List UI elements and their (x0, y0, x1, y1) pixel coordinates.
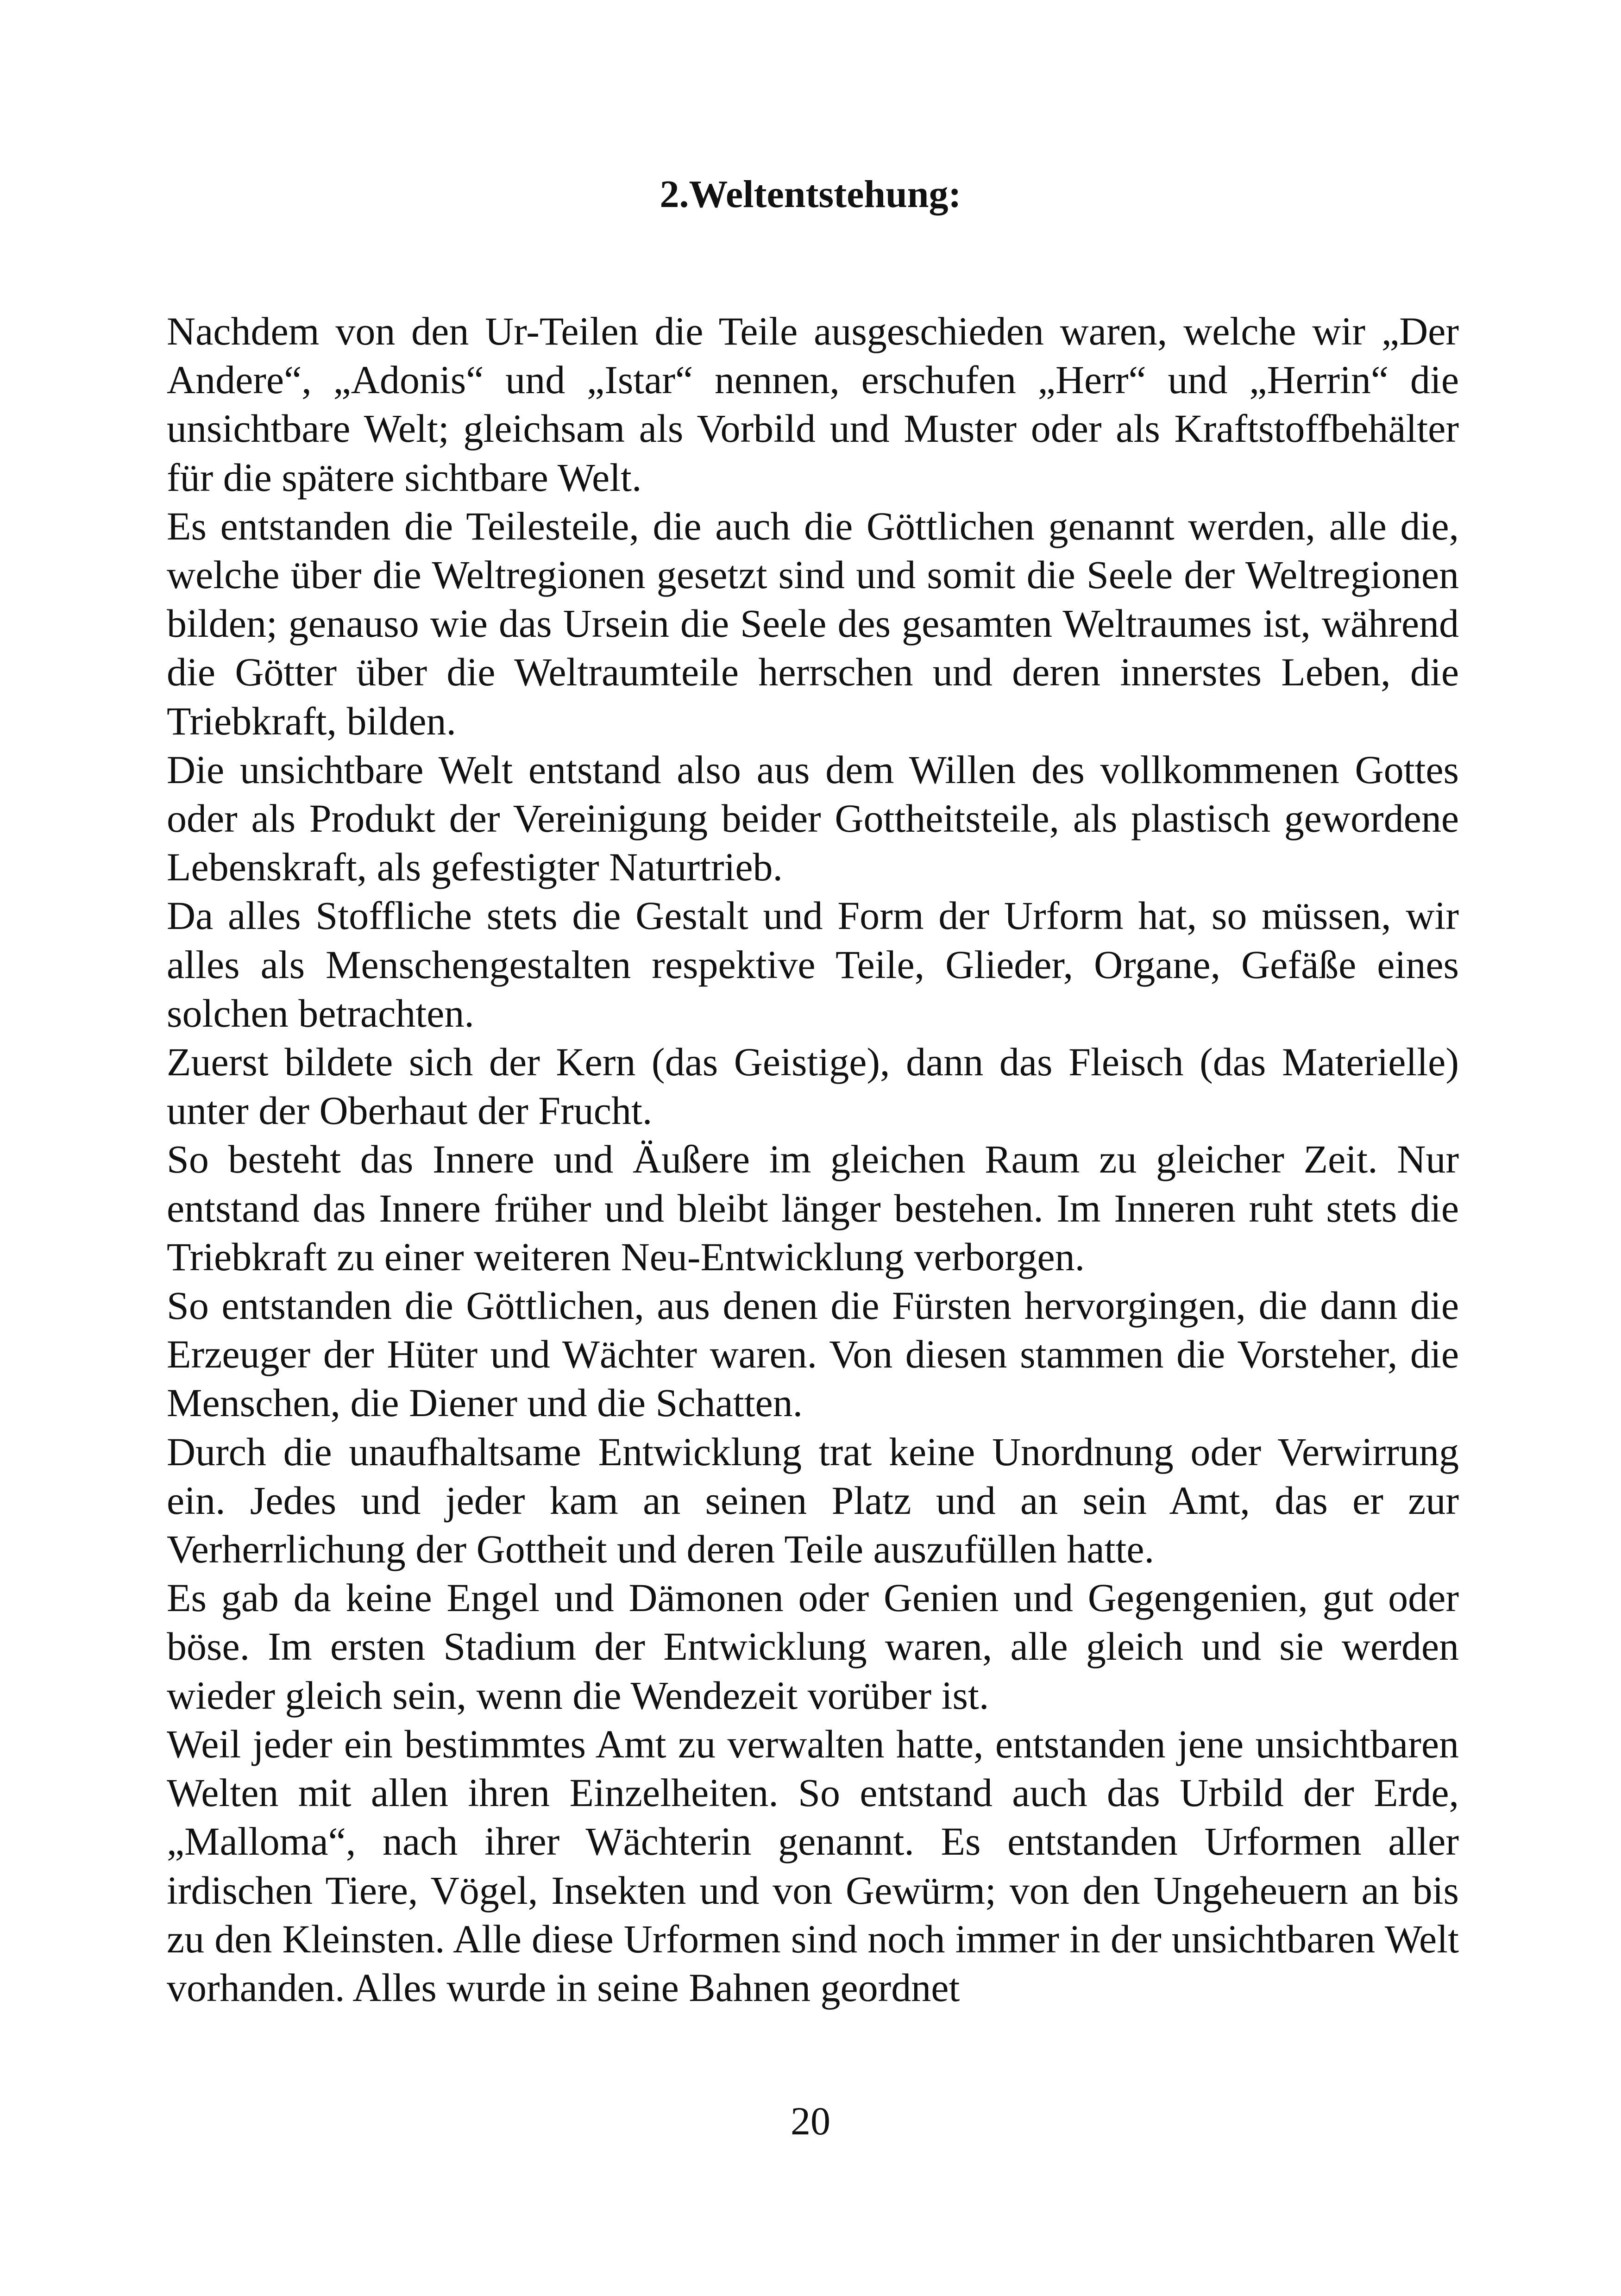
paragraph: So besteht das Innere und Äußere im gleichen Raum zu gleicher Zeit. Nur entstand das Innere früher und bleibt länger bestehen. Im Inneren ruht stets die Triebkraft zu einer weiteren Neu-Entwicklung verborgen. (167, 1137, 1459, 1279)
paragraph: Da alles Stoffliche stets die Gestalt und Form der Urform hat, so müssen, wir alles als Menschengestalten respektive Teile, Glieder, Organe, Gefäße eines solchen betrachten. (167, 893, 1459, 1035)
paragraph: Die unsichtbare Welt entstand also aus dem Willen des vollkommenen Gottes oder als Produkt der Vereinigung beider Gottheitsteile, als plastisch gewordene Lebenskraft, als gefestigter Naturtrieb. (167, 747, 1459, 890)
paragraph: Weil jeder ein bestimmtes Amt zu verwalten hatte, entstanden jene unsichtbaren Welten mit allen ihren Einzelheiten. So entstand auch das Urbild der Erde, „Malloma“, nach ihrer Wächterin genannt. Es entstanden Urformen aller irdischen Tiere, Vögel, Insekten und von Gewürm; von den Ungeheuern an bis zu den Kleinsten. Alle diese Urformen sind noch immer in der unsichtbaren Welt vorhanden. Alles wurde in seine Bahnen geordnet (167, 1721, 1459, 2010)
paragraph: So entstanden die Göttlichen, aus denen die Fürsten hervorgingen, die dann die Erzeuger der Hüter und Wächter waren. Von diesen stammen die Vorsteher, die Menschen, die Diener und die Schatten. (167, 1283, 1459, 1425)
paragraph: Es entstanden die Teilesteile, die auch die Göttlichen genannt werden, alle die, welche über die Weltregionen gesetzt sind und somit die Seele der Weltregionen bilden; genauso wie das Ursein die Seele des gesamten Weltraumes ist, während die Götter über die Weltraumteile herrschen und deren innerstes Leben, die Triebkraft, bilden. (167, 503, 1459, 743)
paragraph: Nachdem von den Ur-Teilen die Teile ausgeschieden waren, welche wir „Der Andere“, „Adonis“ und „Istar“ nennen, erschufen „Herr“ und „Herrin“ die unsichtbare Welt; gleichsam als Vorbild und Muster oder als Kraftstoffbehälter für die spätere sichtbare Welt. (167, 309, 1459, 500)
paragraph: Zuerst bildete sich der Kern (das Geistige), dann das Fleisch (das Materielle) unter der Oberhaut der Frucht. (167, 1040, 1459, 1133)
page-number: 20 (791, 2099, 830, 2143)
body-text (167, 307, 1459, 2012)
paragraph: Durch die unaufhaltsame Entwicklung trat keine Unordnung oder Verwirrung ein. Jedes und jeder kam an seinen Platz und an sein Amt, das er zur Verherrlichung der Gottheit und deren Teile auszufüllen hatte. (167, 1429, 1459, 1572)
chapter-heading: 2.Weltentstehung: (660, 173, 961, 216)
paragraph: Es gab da keine Engel und Dämonen oder Genien und Gegengenien, gut oder böse. Im ersten Stadium der Entwicklung waren, alle gleich und sie werden wieder gleich sein, wenn die Wendezeit vorüber ist. (167, 1575, 1459, 1718)
